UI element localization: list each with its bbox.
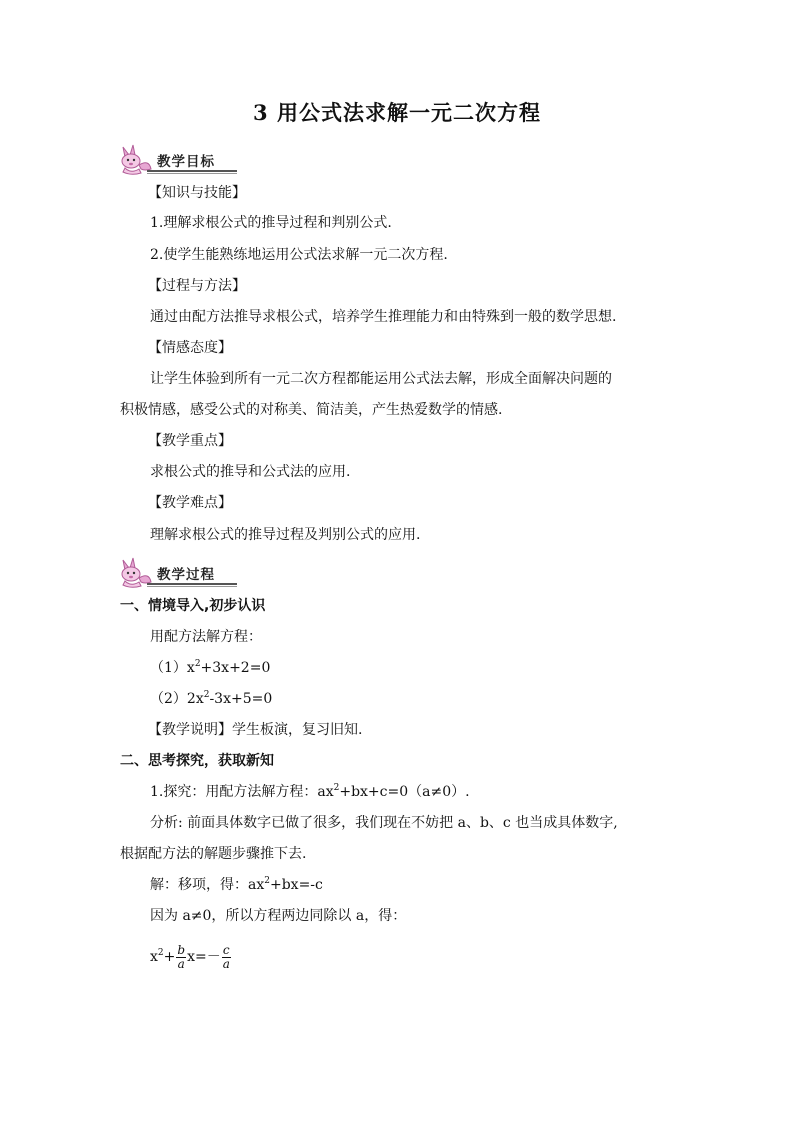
text-line: 分析: 前面具体数字已做了很多，我们现在不妨把 a、b、c 也当成具体数字,: [150, 815, 618, 831]
fraction-denominator: a: [177, 956, 185, 971]
eq-text: +bx=-c: [269, 877, 323, 893]
text-line: 【情感态度】: [148, 340, 232, 356]
eq-text: x: [150, 949, 158, 965]
text-line: 2.使学生能熟练地运用公式法求解一元二次方程.: [150, 247, 448, 263]
fraction-numerator: c: [222, 942, 230, 957]
section-heading: 二、思考探究，获取新知: [120, 753, 274, 769]
eq-text: -3x+5=0: [209, 691, 273, 707]
eq-text: +bx+c=0（a≠0）.: [339, 784, 470, 800]
text-line: 【知识与技能】: [148, 185, 246, 201]
eq-exponent: 2: [333, 783, 340, 793]
eq-text: +: [163, 949, 176, 965]
section-heading: 一、情境导入,初步认识: [120, 598, 266, 614]
banner-underline-thin: [147, 173, 237, 174]
text-line: 积极情感，感受公式的对称美、简洁美，产生热爱数学的情感.: [120, 402, 503, 418]
section-banner-objectives: [117, 143, 239, 175]
eq-text: （1）x: [150, 660, 195, 676]
text-line: 让学生体验到所有一元二次方程都能运用公式法去解，形成全面解决问题的: [150, 371, 612, 387]
eq-exponent: 2: [157, 948, 164, 958]
fraction-equation: [150, 940, 232, 974]
text-line: 【过程与方法】: [148, 278, 246, 294]
text-line: 因为 a≠0，所以方程两边同除以 a，得：: [150, 908, 407, 924]
fraction-denominator: a: [222, 956, 230, 971]
fraction-c-over-a: [222, 944, 231, 971]
eq-exponent: 2: [203, 690, 210, 700]
text-line: 理解求根公式的推导过程及判别公式的应用.: [150, 527, 421, 543]
equation-1: [150, 658, 270, 678]
eq-exponent: 2: [264, 876, 270, 886]
text-line: 1.理解求根公式的推导过程和判别公式.: [150, 215, 392, 231]
explore-line: [150, 782, 470, 802]
page-title: 3 用公式法求解一元二次方程: [253, 100, 541, 125]
equation-2: [150, 689, 272, 709]
text-line: 【教学重点】: [148, 433, 232, 449]
text-line: 求根公式的推导和公式法的应用.: [150, 464, 351, 480]
text-line: 用配方法解方程：: [150, 629, 262, 645]
eq-exponent: 2: [194, 659, 201, 669]
fraction-b-over-a: [176, 944, 186, 971]
text-line: 通过由配方法推导求根公式，培养学生推理能力和由特殊到一般的数学思想.: [150, 309, 617, 325]
text-line: 【教学说明】学生板演，复习旧知.: [148, 722, 363, 738]
banner-underline: [147, 170, 237, 172]
banner-label: 教学过程: [157, 567, 215, 583]
eq-text: x=－: [187, 949, 221, 965]
banner-underline: [147, 583, 237, 585]
text-line: 【教学难点】: [148, 495, 232, 511]
eq-text: +3x+2=0: [200, 660, 271, 676]
banner-label: 教学目标: [157, 154, 215, 170]
solve-line: [150, 875, 323, 895]
fraction-numerator: b: [177, 942, 186, 957]
text-line: 根据配方法的解题步骤推下去.: [120, 846, 307, 862]
banner-underline-thin: [147, 586, 237, 587]
section-banner-process: [117, 556, 239, 588]
eq-text: （2）2x: [150, 691, 204, 707]
eq-text: 解：移项，得：ax: [150, 877, 265, 893]
eq-text: 1.探究：用配方法解方程：ax: [150, 784, 334, 800]
